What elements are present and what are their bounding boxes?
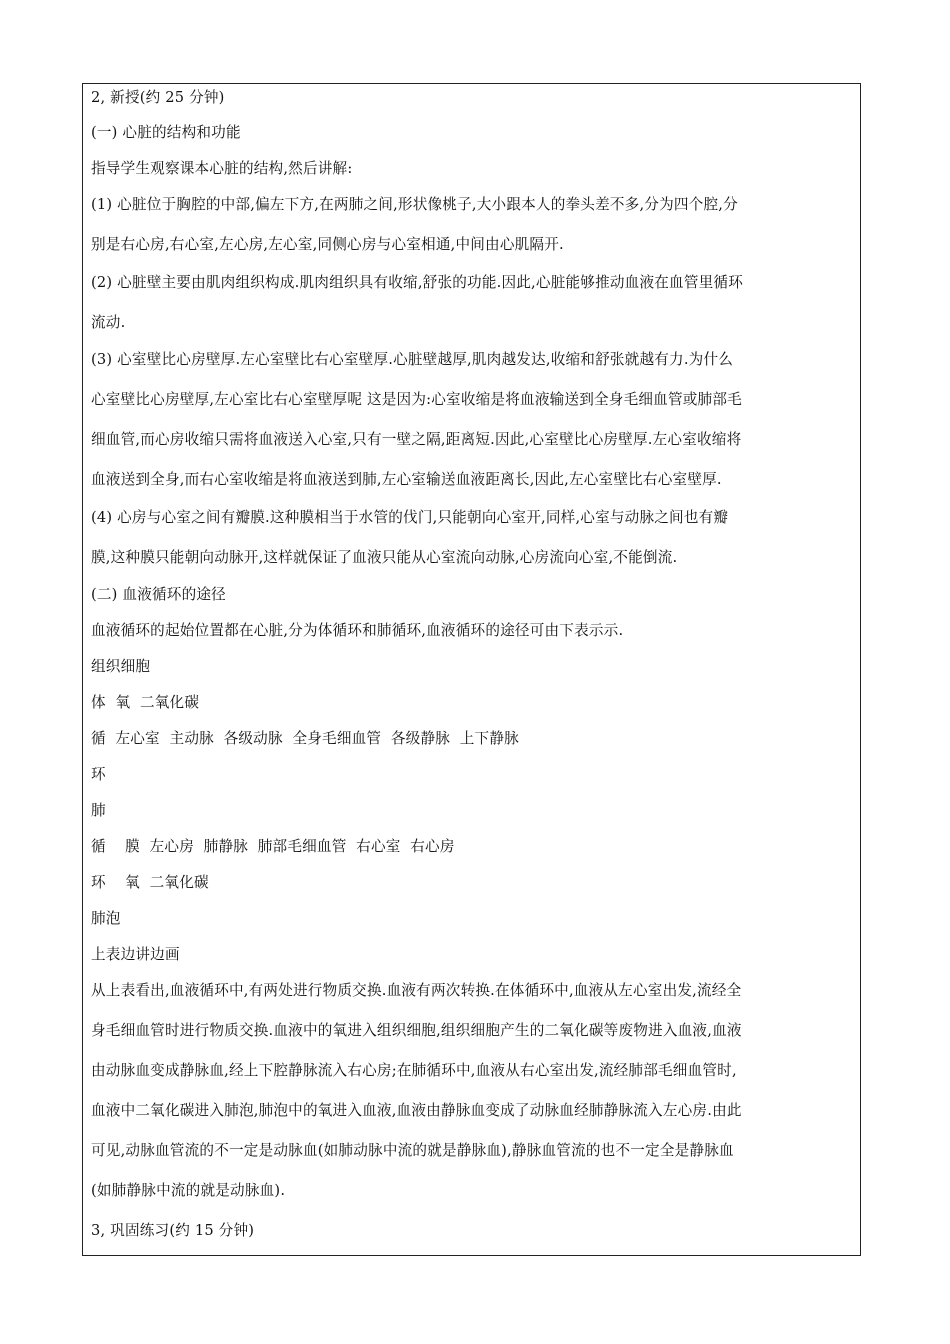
point-4-line: (4) 心房与心室之间有瓣膜.这种膜相当于水管的伐门,只能朝向心室开,同样,心室与动脉之间也有瓣	[91, 509, 729, 526]
section-3-heading: 3, 巩固练习(约 15 分钟)	[91, 1222, 255, 1239]
summary-line: 从上表看出,血液循环中,有两处进行物质交换.血液有两次转换.在体循环中,血液从左心室出发,流经全	[91, 982, 742, 999]
circulation-intro: 血液循环的起始位置都在心脏,分为体循环和肺循环,血液循环的途径可由下表示示.	[91, 622, 624, 639]
diagram-line: 肺	[91, 802, 106, 819]
subsection-1-heading: (一) 心脏的结构和功能	[91, 124, 241, 141]
summary-line: 血液中二氧化碳进入肺泡,肺泡中的氧进入血液,血液由静脉血变成了动脉血经肺静脉流入左心房.由此	[91, 1102, 742, 1119]
summary-line: 由动脉血变成静脉血,经上下腔静脉流入右心房;在肺循环中,血液从右心室出发,流经肺部毛细血管时,	[91, 1062, 737, 1079]
point-1-line: 别是右心房,右心室,左心房,左心室,同侧心房与心室相通,中间由心肌隔开.	[91, 236, 564, 253]
point-2-line: 流动.	[91, 314, 126, 331]
summary-line: 身毛细血管时进行物质交换.血液中的氧进入组织细胞,组织细胞产生的二氧化碳等废物进入血液,血液	[91, 1022, 742, 1039]
point-4-line: 膜,这种膜只能朝向动脉开,这样就保证了血液只能从心室流向动脉,心房流向心室,不能倒流.	[91, 549, 678, 566]
teaching-note: 上表边讲边画	[91, 946, 180, 963]
diagram-line: 组织细胞	[91, 658, 151, 675]
diagram-line: 体 氧 二氧化碳	[91, 694, 200, 711]
diagram-line: 循 膜 左心房 肺静脉 肺部毛细血管 右心室 右心房	[91, 838, 455, 855]
point-3-line: (3) 心室壁比心房壁厚.左心室壁比右心室壁厚.心脏壁越厚,肌肉越发达,收缩和舒张就越有力.为什么	[91, 351, 734, 368]
point-2-line: (2) 心脏壁主要由肌肉组织构成.肌肉组织具有收缩,舒张的功能.因此,心脏能够推动血液在血管里循环	[91, 274, 744, 291]
subsection-2-heading: (二) 血液循环的途径	[91, 586, 226, 603]
section-2-heading: 2, 新授(约 25 分钟)	[91, 89, 225, 106]
summary-line: (如肺静脉中流的就是动脉血).	[91, 1182, 286, 1199]
diagram-line: 循 左心室 主动脉 各级动脉 全身毛细血管 各级静脉 上下静脉	[91, 730, 519, 747]
diagram-line: 环 氧 二氧化碳	[91, 874, 209, 891]
point-3-line: 血液送到全身,而右心室收缩是将血液送到肺,左心室输送血液距离长,因此,左心室壁比右心室壁厚.	[91, 471, 722, 488]
diagram-line: 肺泡	[91, 910, 121, 927]
intro-text: 指导学生观察课本心脏的结构,然后讲解:	[91, 160, 353, 177]
point-1-line: (1) 心脏位于胸腔的中部,偏左下方,在两肺之间,形状像桃子,大小跟本人的拳头差不多,分为四个腔,分	[91, 196, 738, 213]
summary-line: 可见,动脉血管流的不一定是动脉血(如肺动脉中流的就是静脉血),静脉血管流的也不一定全是静脉血	[91, 1142, 734, 1159]
point-3-line: 心室壁比心房壁厚,左心室比右心室壁厚呢 这是因为:心室收缩是将血液输送到全身毛细血管或肺部毛	[91, 391, 742, 408]
diagram-line: 环	[91, 766, 106, 783]
point-3-line: 细血管,而心房收缩只需将血液送入心室,只有一壁之隔,距离短.因此,心室壁比心房壁厚.左心室收缩将	[91, 431, 742, 448]
